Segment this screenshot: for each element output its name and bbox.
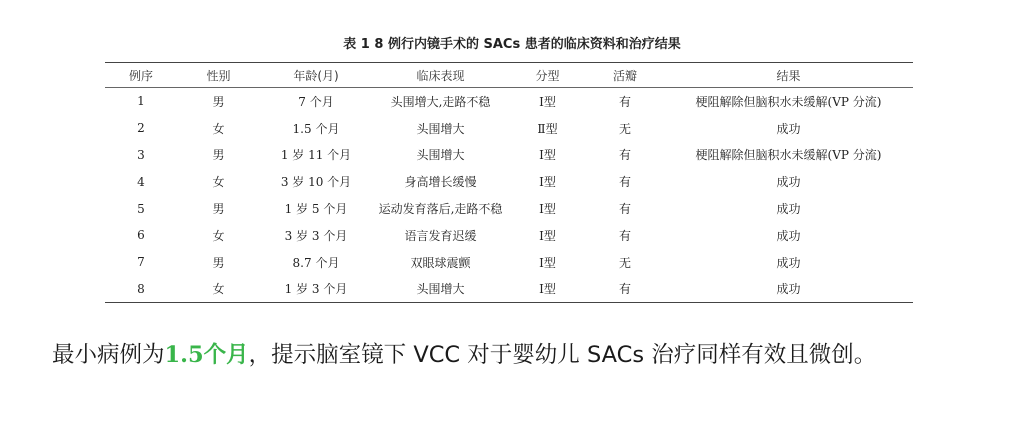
cell-result: 成功: [776, 255, 801, 270]
cell-result: 梗阻解除但脑积水未缓解(VP 分流): [695, 94, 882, 109]
cell-age: 1 岁 11 个月: [280, 148, 352, 163]
cell-valve: 有: [618, 94, 631, 109]
cell-sex: 男: [212, 148, 225, 163]
summary-text: [52, 337, 1012, 369]
cell-valve: 有: [618, 175, 631, 190]
cell-result: 成功: [776, 175, 801, 190]
summary-prefix: 最小病例为: [52, 342, 165, 368]
cell-age: 3 岁 3 个月: [284, 228, 348, 243]
cell-clinical: 运动发育落后,走路不稳: [378, 202, 503, 217]
header-age: 年龄(月): [260, 63, 372, 88]
cell-sex: 男: [212, 255, 225, 270]
cell-clinical: 双眼球震颤: [410, 255, 471, 270]
cell-clinical: 头围增大: [416, 121, 465, 136]
cell-result: 成功: [776, 282, 801, 297]
header-sex: 性别: [177, 63, 260, 88]
cell-clinical: 身高增长缓慢: [404, 175, 477, 190]
table-row: [105, 249, 913, 276]
table-row: [105, 142, 913, 169]
cell-valve: 有: [618, 228, 631, 243]
cell-clinical: 语言发育迟缓: [404, 228, 477, 243]
cell-sex: 女: [212, 121, 225, 136]
cell-clinical: 头围增大: [416, 282, 465, 297]
cell-case-no: 7: [137, 255, 145, 270]
table-row: [105, 222, 913, 249]
table-row: [105, 276, 913, 303]
header-result: 结果: [664, 63, 913, 88]
cell-valve: 有: [618, 202, 631, 217]
cell-type: Ⅰ型: [539, 282, 556, 297]
cell-type: Ⅰ型: [539, 202, 556, 217]
cell-clinical: 头围增大: [416, 148, 465, 163]
table-row: [105, 195, 913, 222]
cell-age: 8.7 个月: [292, 255, 340, 270]
cell-sex: 女: [212, 175, 225, 190]
cell-type: Ⅰ型: [539, 175, 556, 190]
cell-case-no: 8: [137, 281, 145, 296]
cell-type: Ⅰ型: [539, 255, 556, 270]
cell-case-no: 1: [137, 94, 145, 109]
cell-sex: 女: [212, 228, 225, 243]
header-case-no: 例序: [105, 63, 177, 88]
cell-result: 成功: [776, 202, 801, 217]
header-valve: 活瓣: [586, 63, 664, 88]
cell-valve: 有: [618, 148, 631, 163]
cell-valve: 有: [618, 282, 631, 297]
cell-valve: 无: [618, 255, 631, 270]
cell-sex: 男: [212, 202, 225, 217]
table-row: [105, 115, 913, 142]
clinical-data-table: [105, 62, 913, 303]
cell-age: 1 岁 3 个月: [284, 282, 348, 297]
cell-result: 梗阻解除但脑积水未缓解(VP 分流): [695, 148, 882, 163]
cell-case-no: 3: [137, 147, 145, 162]
cell-case-no: 6: [137, 228, 145, 243]
cell-age: 3 岁 10 个月: [280, 175, 352, 190]
summary-suffix: ，提示脑室镜下 VCC 对于婴幼儿 SACs 治疗同样有效且微创。: [248, 342, 877, 368]
cell-sex: 男: [212, 94, 225, 109]
table-row: [105, 168, 913, 195]
cell-case-no: 4: [137, 174, 145, 189]
table-caption: 表 1 8 例行内镜手术的 SACs 患者的临床资料和治疗结果: [343, 37, 681, 52]
cell-result: 成功: [776, 121, 801, 136]
cell-type: Ⅱ型: [537, 121, 558, 136]
cell-case-no: 5: [137, 201, 145, 216]
cell-sex: 女: [212, 282, 225, 297]
cell-type: Ⅰ型: [539, 94, 556, 109]
cell-valve: 无: [618, 121, 631, 136]
table-header-row: [105, 63, 913, 88]
cell-clinical: 头围增大,走路不稳: [390, 94, 491, 109]
cell-type: Ⅰ型: [539, 228, 556, 243]
cell-age: 7 个月: [298, 94, 334, 109]
cell-result: 成功: [776, 228, 801, 243]
header-clinical: 临床表现: [372, 63, 509, 88]
summary-highlight: 1.5个月: [164, 342, 249, 368]
cell-age: 1 岁 5 个月: [284, 202, 348, 217]
cell-case-no: 2: [137, 121, 145, 136]
header-type: 分型: [509, 63, 586, 88]
cell-age: 1.5 个月: [292, 121, 340, 136]
cell-type: Ⅰ型: [539, 148, 556, 163]
table-row: [105, 88, 913, 115]
